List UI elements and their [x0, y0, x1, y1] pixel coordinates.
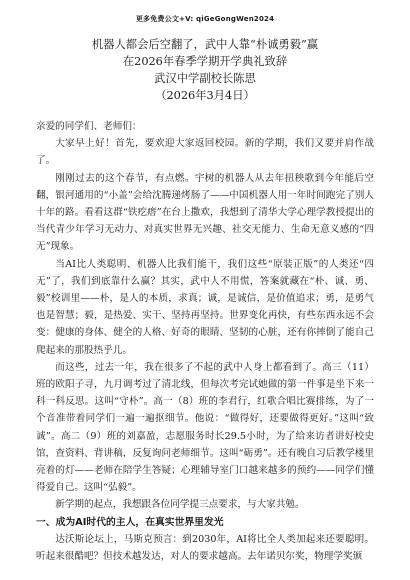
paragraph-6: 达沃斯论坛上，马斯克预言：到2030年，AI将比全人类加起来还要聪明。听起来很酷吧？但技术越发达，对人的要求越高。去年诺贝尔奖，物理学奖颁	[36, 533, 374, 563]
paragraph-4: 而这些，过去一年，我在很多了不起的武中人身上都看到了。高三（11）班的欧阳子寻，九月调考过了清北线，但每次考完试她做的第一件事是坐下来一科一科反思。这叫“守朴”。高一（8）班的李君行，红歌合唱比赛排练，为了一个音准带着同学们一遍一遍抠细节。他说：“做得好，还要做得更好。”这叫“致诚”。高二（9）班的刘嘉盈，志愿服务时长29.5小时，为了给来访者讲好校史馆，查资料、背讲稿，反复询问老师细节。这叫“砺勇”。还有晚自习后教学楼里亮着的灯——老师在陪学生答疑；心理辅导室门口越来越多的预约——同学们懂得爱自己。这叫“弘毅”。	[36, 361, 374, 494]
header-note: 更多免费公文+V: qiGeGongWen2024	[135, 15, 275, 23]
paragraph-2: 刚刚过去的这个春节，有点燃。宇树的机器人从去年扭秧歌到今年能后空翻，银河通用的“小盖”会给沈腾递烤肠了——中国机器人用一年时间跑完了别人十年的路。看看这群“铁疙瘩”在台上撒欢，我想到了清华大学心理学教授提出的当代青少年学习无动力、对真实世界无兴趣、社交无能力、生命无意义感的“四无”现象。	[36, 172, 374, 253]
title-line-3: 武汉中学副校长陈思	[154, 72, 256, 85]
speech-date: （2026年3月4日）	[155, 89, 255, 102]
paragraph-5: 新学期的起点，我想跟各位同学提三点要求，与大家共勉。	[55, 499, 305, 511]
title-block	[36, 36, 374, 104]
greeting: 亲爱的同学们、老师们：	[36, 121, 142, 132]
paragraph-1: 大家早上好！首先，要欢迎大家返回校园。新的学期，我们又要并肩作战了。	[36, 138, 374, 167]
section-heading-1: 一、成为AI时代的主人，在真实世界里发光	[36, 516, 224, 528]
title-line-2: 在2026年春季学期开学典礼致辞	[122, 55, 288, 68]
paragraph-3: 当AI比人类聪明、机器人比我们能干，我们这些“原装正版”的人类还“四无”了，我们到底靠什么赢？其实，武中人不用慌，答案就藏在“朴、诚、勇、毅”校训里——朴，是人的本质，求真；诚，是诚信，是价值追求；勇，是勇气也是智慧；毅，是热爱、实干、坚持再坚持。世界变化再快，有些东西永远不会变：健康的身体、健全的人格、好奇的眼睛、坚韧的心脏，还有你摔倒了能自己爬起来的那股热乎儿。	[36, 258, 374, 356]
title-line-1: 机器人都会后空翻了，武中人靠“朴诚勇毅”赢	[91, 38, 319, 51]
speech-body	[36, 118, 374, 565]
